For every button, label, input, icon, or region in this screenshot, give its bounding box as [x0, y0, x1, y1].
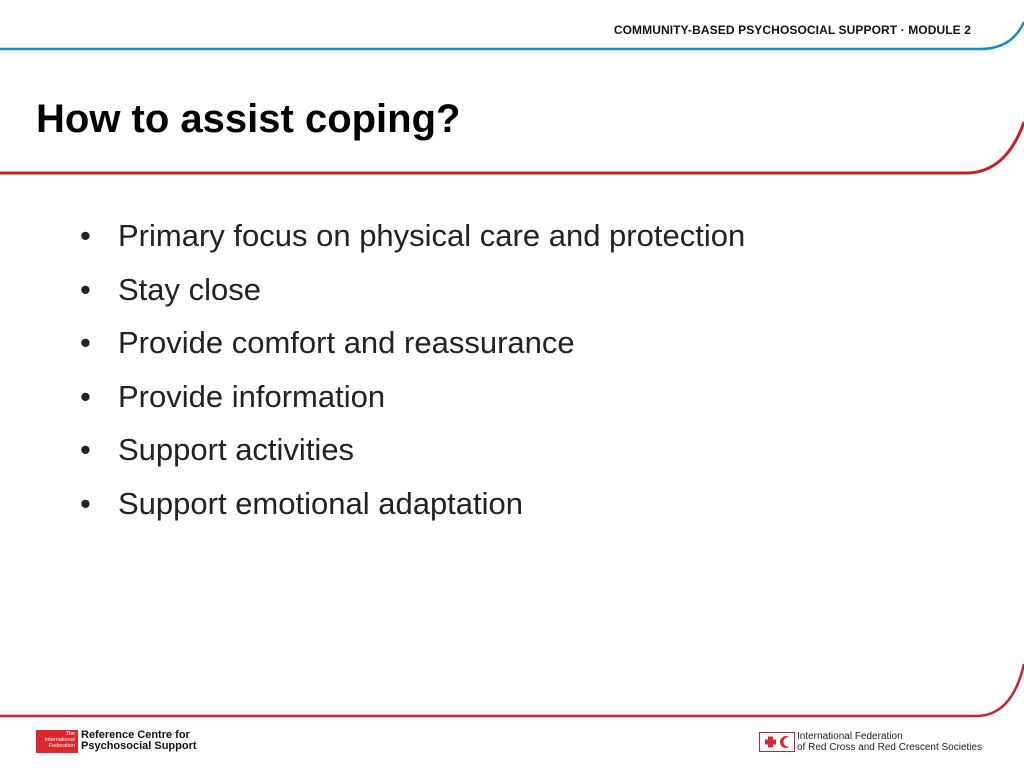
reference-centre-line: Psychosocial Support: [81, 740, 197, 752]
reference-centre-name: [81, 730, 197, 752]
bullet-text: Provide information: [118, 378, 386, 414]
module-caption: COMMUNITY-BASED PSYCHOSOCIAL SUPPORT · MODULE 2: [613, 23, 971, 37]
bullet-dot-icon: •: [80, 432, 91, 467]
ifrc-logo: [759, 731, 982, 753]
bullet-text: Support activities: [118, 432, 355, 467]
bullet-dot-icon: •: [80, 271, 91, 307]
bullet-dot-icon: •: [80, 485, 91, 521]
footer-red-rule: [0, 664, 1024, 716]
bullet-dot-icon: •: [80, 325, 91, 360]
ifrc-name: [797, 731, 982, 753]
reference-centre-line: Reference Centre for: [81, 729, 190, 741]
slide-title: How to assist coping?: [36, 97, 461, 141]
logo-box-line: The: [65, 730, 75, 737]
ifrc-name-line: International Federation: [797, 731, 903, 742]
federation-logo-box: [36, 730, 78, 753]
logo-box-line: Federation: [48, 742, 75, 749]
bullet-dot-icon: •: [80, 378, 91, 414]
bullet-text: Stay close: [118, 271, 262, 307]
bullet-dot-icon: •: [80, 218, 91, 253]
bullet-text: Provide comfort and reassurance: [118, 325, 575, 360]
logo-box-line: International: [44, 736, 75, 743]
ifrc-name-line: of Red Cross and Red Crescent Societies: [797, 742, 983, 753]
reference-centre-logo: [36, 729, 197, 753]
bullet-text: Primary focus on physical care and protection: [118, 218, 746, 253]
bullet-text: Support emotional adaptation: [118, 485, 524, 521]
red-cross-crescent-icon: [759, 732, 795, 752]
